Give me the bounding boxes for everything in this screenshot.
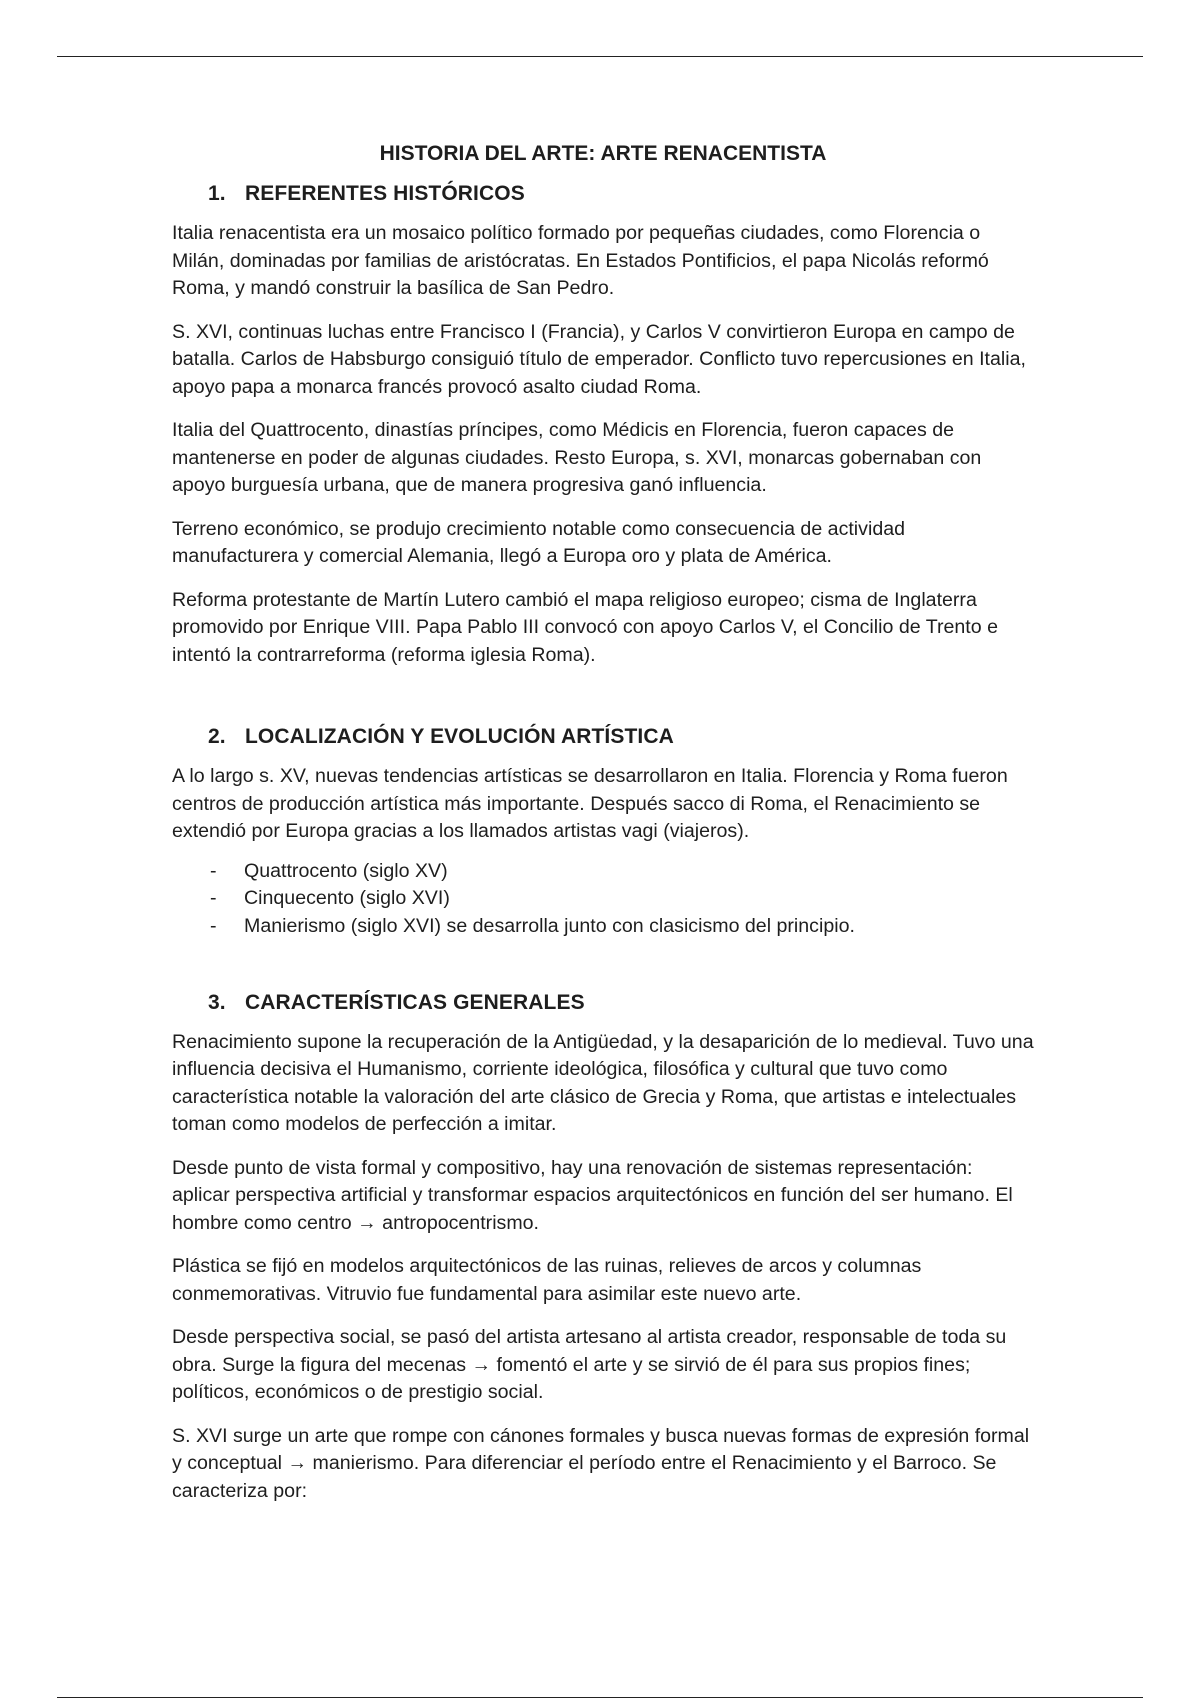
dash-bullet: -: [210, 915, 217, 938]
section-heading-caracteristicas: [208, 991, 1034, 1015]
paragraph: Desde perspectiva social, se pasó del artista artesano al artista creador, responsable de toda su obra. Surge la figura del mecenas → fomentó el arte y se sirvió de él para sus propios fines; políticos, económicos o de prestigio social.: [172, 1326, 1007, 1404]
section-heading-referentes: [208, 182, 1034, 206]
paragraph: S. XVI, continuas luchas entre Francisco I (Francia), y Carlos V convirtieron Europa en campo de batalla. Carlos de Habsburgo consiguió título de emperador. Conflicto tuvo repercusiones en Italia, apoyo papa a monarca francés provocó asalto ciudad Roma.: [172, 320, 1026, 398]
dash-bullet: -: [210, 887, 217, 910]
section-title: REFERENTES HISTÓRICOS: [245, 182, 525, 205]
list-item: [172, 913, 1034, 941]
section-title: CARACTERÍSTICAS GENERALES: [245, 990, 585, 1014]
paragraph: A lo largo s. XV, nuevas tendencias artísticas se desarrollaron en Italia. Florencia y Roma fueron centros de producción artística más importante. Después sacco di Roma, el Renacimiento se extendió por Europa gracias a los llamados artistas vagi (viajeros).: [172, 765, 1008, 842]
list-item-text: Cinquecento (siglo XVI): [244, 887, 450, 910]
paragraph: S. XVI surge un arte que rompe con cánones formales y busca nuevas formas de expresión formal y conceptual → manierismo. Para diferenciar el período entre el Renacimiento y el Barroco. Se caracteriza por:: [172, 1424, 1030, 1502]
section-heading-localizacion: [208, 725, 1034, 749]
paragraph: Desde punto de vista formal y compositivo, hay una renovación de sistemas representación: aplicar perspectiva artificial y transformar espacios arquitectónicos en función del ser humano. El hombre como centro → antropocentrismo.: [172, 1156, 1013, 1234]
period-list: [172, 858, 1034, 941]
list-item: [172, 885, 1034, 913]
paragraph: Italia renacentista era un mosaico político formado por pequeñas ciudades, como Florencia o Milán, dominadas por familias de aristócratas. En Estados Pontificios, el papa Nicolás reformó Roma, y mandó construir la basílica de San Pedro.: [172, 222, 989, 299]
title-block: [172, 142, 1034, 180]
paragraph: Italia del Quattrocento, dinastías príncipes, como Médicis en Florencia, fueron capaces de mantenerse en poder de algunas ciudades. Resto Europa, s. XVI, monarcas gobernaban con apoyo burguesía urbana, que de manera progresiva ganó influencia.: [172, 419, 982, 496]
paragraph: Terreno económico, se produjo crecimiento notable como consecuencia de actividad manufacturera y comercial Alemania, llegó a Europa oro y plata de América.: [172, 517, 906, 567]
paragraph: Plástica se fijó en modelos arquitectónicos de las ruinas, relieves de arcos y columnas conmemorativas. Vitruvio fue fundamental para asimilar este nuevo arte.: [172, 1255, 922, 1305]
list-item-text: Quattrocento (siglo XV): [244, 859, 448, 882]
list-item: [172, 858, 1034, 886]
document-body: [172, 182, 1034, 1521]
header-rule: [57, 56, 1143, 57]
section-number: 2.: [208, 725, 226, 748]
footer-rule: [57, 1697, 1143, 1698]
page-title: HISTORIA DEL ARTE: ARTE RENACENTISTA: [379, 142, 827, 165]
section-title: LOCALIZACIÓN Y EVOLUCIÓN ARTÍSTICA: [245, 725, 674, 748]
section-number: 3.: [208, 990, 226, 1014]
dash-bullet: -: [210, 859, 217, 882]
section-number: 1.: [208, 182, 226, 205]
list-item-text: Manierismo (siglo XVI) se desarrolla junto con clasicismo del principio.: [244, 915, 855, 938]
paragraph: Reforma protestante de Martín Lutero cambió el mapa religioso europeo; cisma de Inglaterra promovido por Enrique VIII. Papa Pablo III convocó con apoyo Carlos V, el Concilio de Trento e intentó la contrarreforma (reforma iglesia Roma).: [172, 588, 998, 666]
paragraph: Renacimiento supone la recuperación de la Antigüedad, y la desaparición de lo medieval. Tuvo una influencia decisiva el Humanismo, corriente ideológica, filosófica y cultural que tuvo como característica notable la valoración del arte clásico de Grecia y Roma, que artistas e intelectuales toman como modelos de perfección a imitar.: [172, 1030, 1034, 1136]
